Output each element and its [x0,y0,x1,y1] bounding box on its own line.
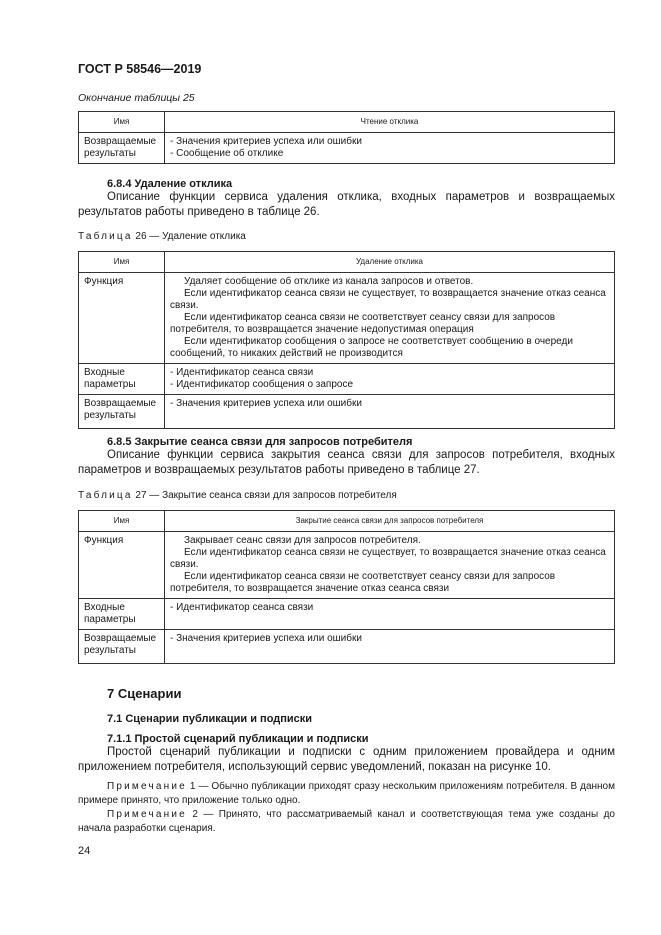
table-25 [78,111,615,164]
note-text: 2 — Принято, что рассматриваемый канал и соответствующая тема уже созданы до начала разработки сценария. [78,809,615,834]
function-line: Если идентификатор сообщения о запросе не соответствует сообщению в очереди сообщений, то никаких действий не производится [170,336,573,359]
section-6-8-5-title: 6.8.5 Закрытие сеанса связи для запросов потребителя [107,436,413,448]
row-content [165,599,615,630]
section-6-8-4-paragraph: Описание функции сервиса удаления отклика, входных параметров и возвращаемых результатов работы приведено в таблице 26. [78,191,615,218]
table-row [79,630,615,664]
input-line: - Идентификатор сеанса связи [170,367,314,378]
table-27 [78,510,615,664]
function-line: Если идентификатор сеанса связи не соответствует сеансу связи для запросов потребителя, то возвращается значение отказ сеанса связи [170,571,556,594]
caption-text: 27 — Закрытие сеанса связи для запросов потребителя [132,490,397,501]
row-content [165,133,615,164]
function-line: Удаляет сообщение об отклике из канала запросов и ответов. [184,276,474,287]
result-line: - Значения критериев успеха или ошибки [170,633,362,644]
table-row [79,273,615,364]
table-row [79,364,615,395]
note-1 [78,780,615,808]
row-name: Возвращаемые результаты [79,133,165,164]
row-name: Функция [79,532,165,599]
row-name: Входные параметры [79,364,165,395]
caption-word: Таблица [78,231,133,242]
function-line: Закрывает сеанс связи для запросов потребителя. [184,535,421,546]
section-7-1-1-paragraph: Простой сценарий публикации и подписки с одним приложением провайдера и одним приложением потребителя, использующий сервис уведомлений, показан на рисунке 10. [78,746,615,773]
input-line: - Идентификатор сеанса связи [170,602,314,613]
row-content [165,630,615,664]
table-26-col-name: Имя [79,252,165,273]
result-line: - Значения критериев успеха или ошибки [170,136,362,147]
row-name: Возвращаемые результаты [79,630,165,664]
result-line: - Значения критериев успеха или ошибки [170,398,362,409]
note-word: Примечание [107,809,187,820]
section-7-title: 7 Сценарии [107,686,182,701]
note-2 [78,808,615,836]
section-7-1-title: 7.1 Сценарии публикации и подписки [107,713,313,725]
input-line: - Идентификатор сообщения о запросе [170,379,354,390]
table-row [79,395,615,429]
caption-text: 26 — Удаление отклика [132,231,246,242]
page-number: 24 [78,845,91,857]
row-content [165,532,615,599]
result-line: - Сообщение об отклике [170,148,284,159]
table-27-caption [78,490,397,501]
table-26-caption [78,231,246,242]
row-name: Возвращаемые результаты [79,395,165,429]
table-row [79,599,615,630]
function-line: Если идентификатор сеанса связи не существует, то возвращается значение отказ сеанса связи. [170,547,606,570]
note-text: 1 — Обычно публикации приходят сразу нескольким приложениям потребителя. В данном примере принято, что приложение только одно. [78,781,615,806]
function-line: Если идентификатор сеанса связи не существует, то возвращается значение отказ сеанса связи. [170,288,606,311]
table-row [79,532,615,599]
note-word: Примечание [107,781,187,792]
table-26-col-title: Удаление отклика [165,252,615,273]
document-header: ГОСТ Р 58546—2019 [78,62,202,76]
function-line: Если идентификатор сеанса связи не соответствует сеансу связи для запросов потребителя, то возвращается значение недопустимая операция [170,312,556,335]
table-27-col-name: Имя [79,511,165,532]
table-25-col-name: Имя [79,112,165,133]
row-content [165,273,615,364]
row-name: Функция [79,273,165,364]
table-row [79,133,615,164]
section-7-1-1-title: 7.1.1 Простой сценарий публикации и подписки [107,733,369,745]
caption-word: Таблица [78,490,133,501]
table-25-col-title: Чтение отклика [165,112,615,133]
row-content [165,395,615,429]
section-6-8-5-paragraph: Описание функции сервиса закрытия сеанса связи для запросов потребителя, входных параметров и возвращаемых результатов работы приведено в таблице 27. [78,449,615,476]
table-27-col-title: Закрытие сеанса связи для запросов потребителя [165,511,615,532]
section-6-8-4-title: 6.8.4 Удаление отклика [107,178,233,190]
table-26 [78,251,615,429]
row-content [165,364,615,395]
row-name: Входные параметры [79,599,165,630]
table-continuation-label: Окончание таблицы 25 [78,92,195,104]
